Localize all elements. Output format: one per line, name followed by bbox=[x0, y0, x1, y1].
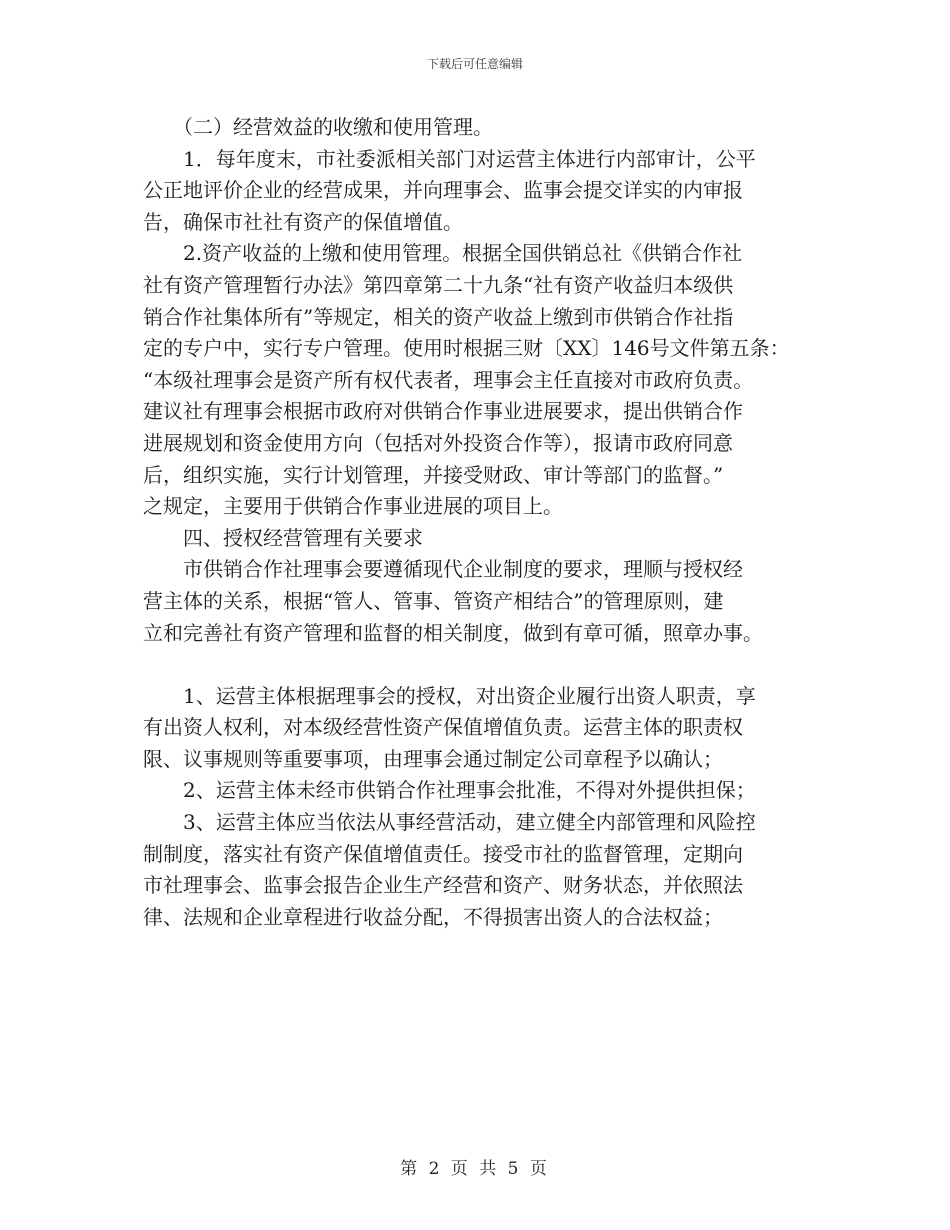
text-line: 进展规划和资金使用方向（包括对外投资合作等），报请市政府同意 bbox=[143, 430, 733, 455]
page-header: 下载后可任意编辑 bbox=[426, 57, 523, 71]
text-line: 限、议事规则等重要事项，由理事会通过制定公司章程予以确认； bbox=[143, 746, 723, 771]
text-line: 市供销合作社理事会要遵循现代企业制度的要求，理顺与授权经 bbox=[143, 557, 743, 582]
text-line: （二）经营效益的收缴和使用管理。 bbox=[143, 115, 493, 139]
text-line: 3、运营主体应当依法从事经营活动，建立健全内部管理和风险控 bbox=[143, 810, 756, 835]
text-line: “本级社理事会是资产所有权代表者，理事会主任直接对市政府负责。 bbox=[143, 367, 754, 392]
text-line: 制制度，落实社有资产保值增值责任。接受市社的监督管理，定期向 bbox=[143, 841, 743, 866]
text-line: 告，确保市社社有资产的保值增值。 bbox=[143, 209, 463, 234]
section-heading: 四、授权经营管理有关要求 bbox=[143, 525, 423, 550]
document-body bbox=[143, 112, 813, 933]
text-line: 公正地评价企业的经营成果，并向理事会、监事会提交详实的内审报 bbox=[143, 178, 743, 203]
text-line: 2.资产收益的上缴和使用管理。根据全国供销总社《供销合作社 bbox=[143, 241, 743, 266]
blank-line bbox=[143, 649, 813, 681]
text-line: 1、运营主体根据理事会的授权，对出资企业履行出资人职责，享 bbox=[143, 683, 756, 708]
text-line: 律、法规和企业章程进行收益分配，不得损害出资人的合法权益； bbox=[143, 904, 723, 929]
text-line: 1．每年度末，市社委派相关部门对运营主体进行内部审计，公平 bbox=[143, 146, 756, 171]
text-line: 销合作社集体所有”等规定，相关的资产收益上缴到市供销合作社指 bbox=[143, 304, 734, 329]
text-line: 市社理事会、监事会报告企业生产经营和资产、财务状态，并依照法 bbox=[143, 873, 743, 898]
text-line: 后，组织实施，实行计划管理，并接受财政、审计等部门的监督。” bbox=[143, 462, 724, 487]
page-footer: 第 2 页 共 5 页 bbox=[400, 1159, 550, 1179]
text-line: 定的专户中，实行专户管理。使用时根据三财〔XX〕146号文件第五条： bbox=[143, 336, 790, 361]
text-line: 立和完善社有资产管理和监督的相关制度，做到有章可循，照章办事。 bbox=[143, 620, 763, 645]
text-line: 建议社有理事会根据市政府对供销合作事业进展要求，提出供销合作 bbox=[143, 399, 743, 424]
text-line: 之规定，主要用于供销合作事业进展的项目上。 bbox=[143, 494, 563, 519]
text-line: 社有资产管理暂行办法》第四章第二十九条“社有资产收益归本级供 bbox=[143, 272, 734, 297]
text-line: 有出资人权利，对本级经营性资产保值增值负责。运营主体的职责权 bbox=[143, 715, 743, 740]
text-line: 2、运营主体未经市供销合作社理事会批准，不得对外提供担保； bbox=[143, 778, 756, 803]
text-line: 营主体的关系，根据“管人、管事、管资产相结合”的管理原则，建 bbox=[143, 588, 724, 613]
